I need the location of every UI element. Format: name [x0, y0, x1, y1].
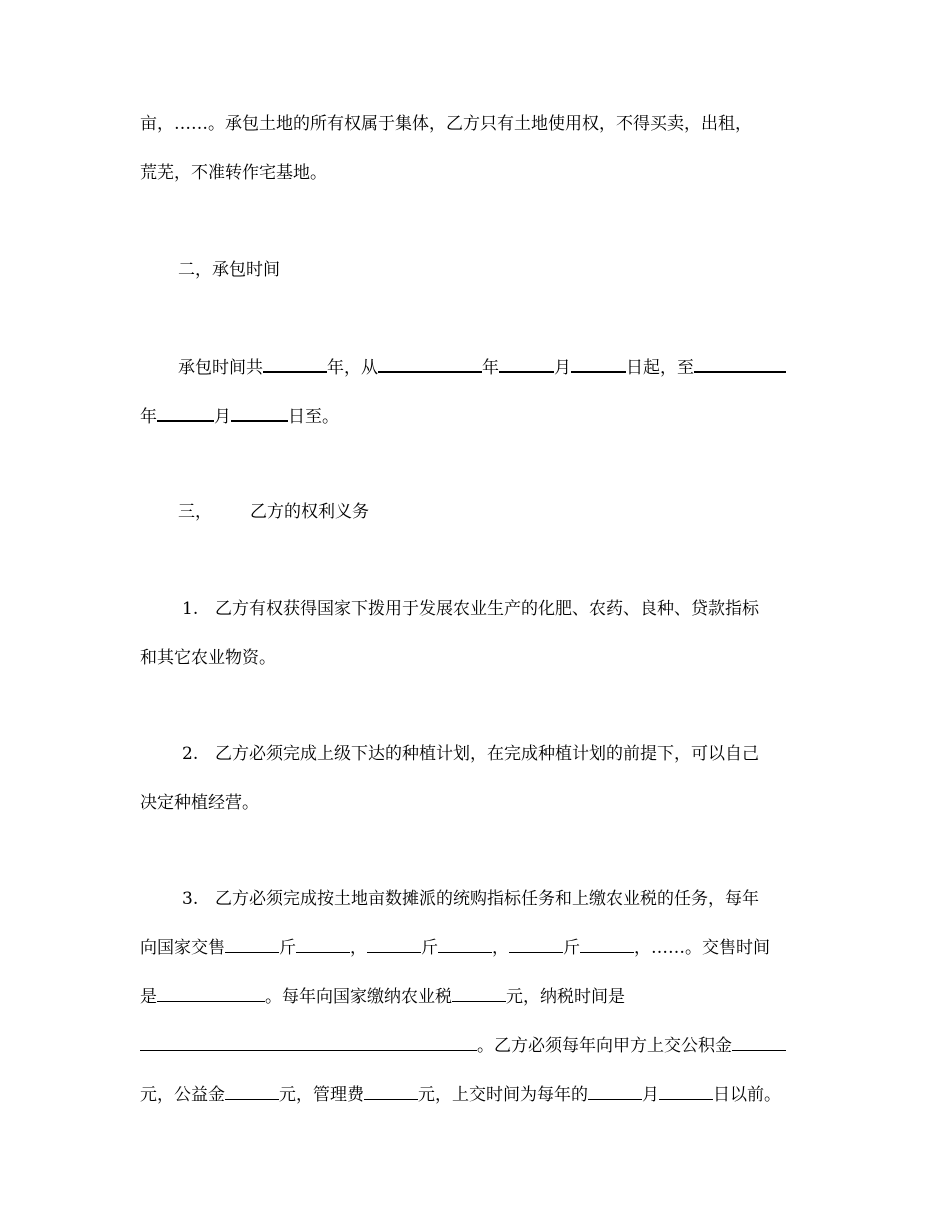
years-count-blank[interactable] [263, 355, 327, 373]
crop-name-blank[interactable] [580, 936, 634, 953]
crop-name-blank[interactable] [438, 936, 492, 953]
unit-text: 斤 [421, 938, 438, 958]
item-3-line-4 [140, 1034, 786, 1058]
start-day-blank[interactable] [571, 355, 626, 373]
item-text: ，……。交售时间 [634, 938, 770, 958]
start-month-blank[interactable] [499, 355, 554, 373]
tax-amount-blank[interactable] [452, 985, 506, 1002]
intro-line-1: 亩，……。承包土地的所有权属于集体，乙方只有土地使用权，不得买卖，出租， [140, 114, 752, 134]
term-text: 月 [554, 358, 571, 378]
end-year-blank[interactable] [694, 355, 786, 373]
term-line-1 [178, 355, 786, 380]
sale-time-blank[interactable] [157, 985, 265, 1002]
item-3-line-1 [182, 887, 759, 911]
provident-fund-blank[interactable] [732, 1034, 786, 1051]
item-text: 月 [642, 1085, 659, 1105]
term-text: 年，从 [327, 358, 378, 378]
payment-day-blank[interactable] [659, 1083, 713, 1100]
term-text: 日起，至 [626, 358, 694, 378]
item-text: 向国家交售 [140, 938, 225, 958]
item-text: 。乙方必须每年向甲方上交公积金 [477, 1036, 732, 1056]
item-1-line-1 [182, 597, 759, 621]
term-text: 年 [482, 358, 499, 378]
item-text: 元，管理费 [279, 1085, 364, 1105]
start-year-blank[interactable] [378, 355, 482, 373]
section-number: 三， [178, 502, 212, 522]
intro-line-2: 荒芜，不准转作宅基地。 [140, 163, 327, 183]
term-text: 承包时间共 [178, 358, 263, 378]
separator-text: ， [492, 938, 509, 958]
item-number: 1. [182, 599, 199, 619]
item-text: 元，纳税时间是 [506, 987, 625, 1007]
item-text: 乙方必须完成按土地亩数摊派的统购指标任务和上缴农业税的任务，每年 [215, 889, 759, 909]
item-3-line-3 [140, 985, 625, 1009]
term-text: 月 [214, 407, 231, 427]
management-fee-blank[interactable] [364, 1083, 418, 1100]
crop-quantity-blank[interactable] [509, 936, 563, 953]
item-3-line-5 [140, 1083, 781, 1107]
end-day-blank[interactable] [231, 404, 288, 422]
crop-quantity-blank[interactable] [367, 936, 421, 953]
item-text: 。每年向国家缴纳农业税 [265, 987, 452, 1007]
public-welfare-fund-blank[interactable] [225, 1083, 279, 1100]
item-1-line-2: 和其它农业物资。 [140, 648, 276, 668]
payment-month-blank[interactable] [588, 1083, 642, 1100]
item-2-line-1 [182, 742, 759, 766]
section-heading-2: 二，承包时间 [178, 260, 280, 280]
item-number: 3. [182, 889, 199, 909]
crop-name-blank[interactable] [296, 936, 350, 953]
end-month-blank[interactable] [157, 404, 214, 422]
unit-text: 斤 [563, 938, 580, 958]
section-title: 乙方的权利义务 [250, 502, 369, 522]
item-3-line-2 [140, 936, 770, 960]
item-text: 乙方有权获得国家下拨用于发展农业生产的化肥、农药、良种、贷款指标 [215, 599, 759, 619]
term-line-2 [140, 404, 339, 429]
item-text: 乙方必须完成上级下达的种植计划，在完成种植计划的前提下，可以自己 [215, 744, 759, 764]
item-number: 2. [182, 744, 199, 764]
separator-text: ， [350, 938, 367, 958]
crop-quantity-blank[interactable] [225, 936, 279, 953]
item-2-line-2: 决定种植经营。 [140, 793, 259, 813]
term-text: 日至。 [288, 407, 339, 427]
term-text: 年 [140, 407, 157, 427]
item-text: 元，上交时间为每年的 [418, 1085, 588, 1105]
section-heading-3 [178, 500, 369, 524]
item-text: 是 [140, 987, 157, 1007]
unit-text: 斤 [279, 938, 296, 958]
item-text: 日以前。 [713, 1085, 781, 1105]
item-text: 元，公益金 [140, 1085, 225, 1105]
tax-time-blank[interactable] [140, 1034, 477, 1051]
